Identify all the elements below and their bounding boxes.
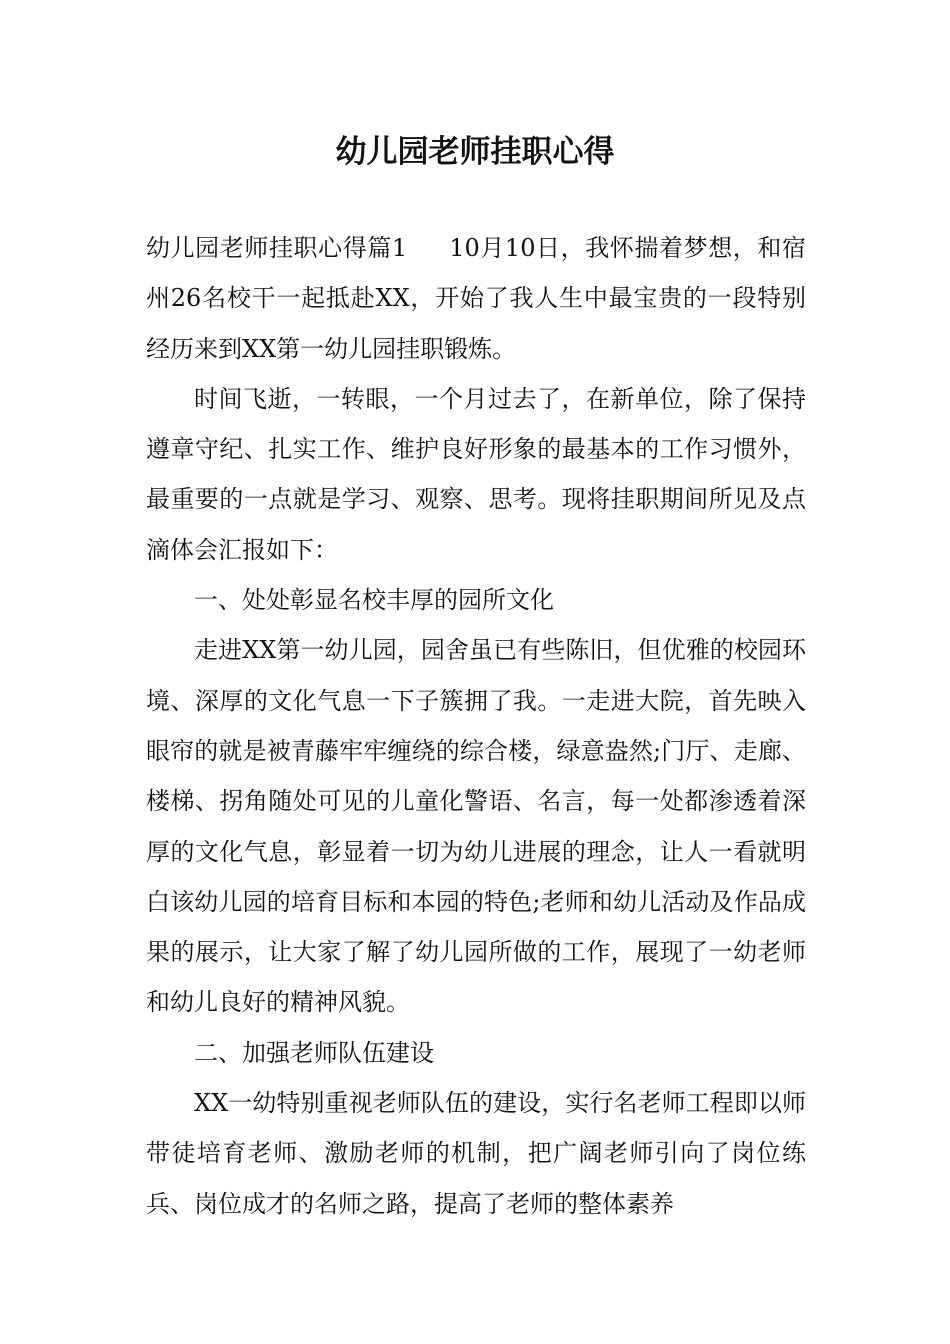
section-heading-1: 一、处处彰显名校丰厚的园所文化	[194, 586, 554, 615]
paragraph: 走进XX第一幼儿园，园舍虽已有些陈旧，但优雅的校园环境、深厚的文化气息一下子簇拥了我。一走进大院，首先映入眼帘的就是被青藤牢牢缠绕的综合楼，绿意盎然;门厅、走廊、楼梯、拐角随处可见的儿童化警语、名言，每一处都渗透着深厚的文化气息，彰显着一切为幼儿进展的理念，让人一看就明白该幼儿园的培育目标和本园的特色;老师和幼儿活动及作品成果的展示，让大家了解了幼儿园所做的工作，展现了一幼老师和幼儿良好的精神风貌。	[146, 636, 806, 1017]
paragraph: XX一幼特别重视老师队伍的建设，实行名老师工程即以师带徒培育老师、激励老师的机制，把广阔老师引向了岗位练兵、岗位成才的名师之路，提高了老师的整体素养	[146, 1089, 806, 1218]
section-label: 幼儿园老师挂职心得篇1	[146, 234, 408, 262]
document-body	[146, 223, 806, 1229]
intro-text: 10月10日，我怀揣着梦想，和宿州26名校干一起抵赴XX，开始了我人生中最宝贵的一段特别经历来到XX第一幼儿园挂职锻炼。	[146, 234, 806, 363]
section-heading-2: 二、加强老师队伍建设	[194, 1038, 434, 1067]
document-title: 幼儿园老师挂职心得	[335, 134, 615, 170]
paragraph-intro	[146, 223, 806, 374]
paragraph: 时间飞逝，一转眼，一个月过去了，在新单位，除了保持遵章守纪、扎实工作、维护良好形象的最基本的工作习惯外，最重要的一点就是学习、观察、思考。现将挂职期间所见及点滴体会汇报如下：	[146, 384, 806, 564]
